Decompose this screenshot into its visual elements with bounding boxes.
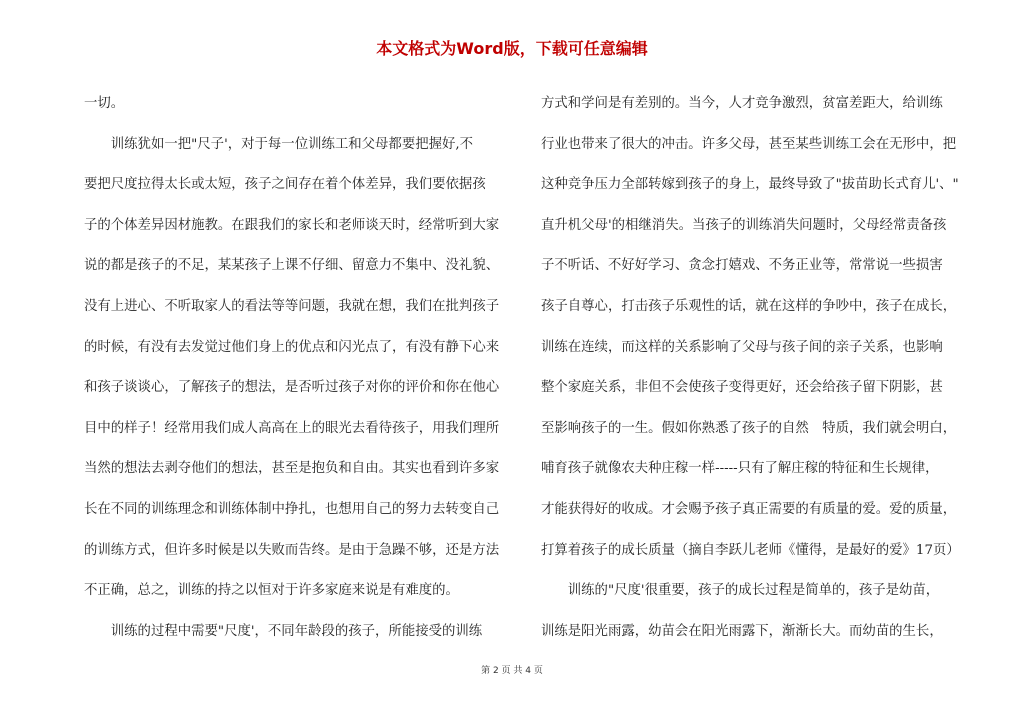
text-line: 训练在连续，而这样的关系影响了父母与孩子间的亲子关系，也影响 (541, 339, 943, 355)
text-line: 训练犹如一把"尺子'，对于每一位训练工和父母都要把握好,不 (84, 136, 474, 152)
text-line: 行业也带来了很大的冲击。许多父母，甚至某些训练工会在无形中，把 (541, 136, 957, 152)
left-text-column (84, 84, 524, 652)
text-line: 这种竞争压力全部转嫁到孩子的身上，最终导致了"拔苗助长式育儿'、" (541, 177, 959, 193)
text-line: 说的都是孩子的不足，某某孩子上课不仔细、留意力不集中、没礼貌、 (84, 258, 500, 274)
text-line: 没有上进心、不听取家人的看法等等问题，我就在想，我们在批判孩子 (84, 298, 500, 314)
page-number-footer: 第 2 页 共 4 页 (481, 666, 543, 676)
text-line: 孩子自尊心，打击孩子乐观性的话，就在这样的争吵中，孩子在成长， (541, 298, 957, 314)
text-line: 和孩子谈谈心，了解孩子的想法，是否听过孩子对你的评价和你在他心 (84, 380, 500, 396)
text-line: 子的个体差异因材施教。在跟我们的家长和老师谈天时，经常听到大家 (84, 217, 500, 233)
text-line: 子不听话、不好好学习、贪念打嬉戏、不务正业等，常常说一些损害 (541, 258, 943, 274)
text-line: 方式和学问是有差别的。当今，人才竞争激烈，贫富差距大，给训练 (541, 96, 943, 111)
text-line: 要把尺度拉得太长或太短，孩子之间存在着个体差异，我们要依据孩 (84, 177, 486, 193)
text-line: 打算着孩子的成长质量（摘自李跃儿老师《懂得，是最好的爱》17页） (541, 542, 960, 558)
text-line: 训练的"尺度'很重要，孩子的成长过程是简单的，孩子是幼苗， (541, 583, 940, 599)
text-line: 直升机父母'的相继消失。当孩子的训练消失问题时，父母经常责备孩 (541, 217, 947, 233)
text-line: 整个家庭关系，非但不会使孩子变得更好，还会给孩子留下阴影，甚 (541, 380, 943, 396)
text-line: 长在不同的训练理念和训练体制中挣扎，也想用自己的努力去转变自己 (84, 501, 500, 517)
text-line: 一切。 (84, 96, 125, 111)
text-line: 至影响孩子的一生。假如你熟悉了孩子的自然 特质，我们就会明白， (541, 420, 957, 436)
right-text-column (541, 84, 981, 652)
text-line: 的训练方式，但许多时候是以失败而告终。是由于急躁不够，还是方法 (84, 542, 500, 558)
header-banner: 本文格式为Word版，下载可任意编辑 (376, 39, 648, 58)
text-line: 训练是阳光雨露，幼苗会在阳光雨露下，渐渐长大。而幼苗的生长， (541, 623, 943, 639)
text-line: 才能获得好的收成。才会赐予孩子真正需要的有质量的爱。爱的质量， (541, 501, 957, 517)
text-line: 不正确，总之，训练的持之以恒对于许多家庭来说是有难度的。 (84, 583, 459, 599)
text-line: 目中的样子！经常用我们成人高高在上的眼光去看待孩子，用我们理所 (84, 420, 500, 436)
text-line: 训练的过程中需要"尺度'，不同年龄段的孩子，所能接受的训练 (84, 623, 483, 639)
text-line: 当然的想法去剥夺他们的想法，甚至是抱负和自由。其实也看到许多家 (84, 461, 500, 477)
text-line: 哺育孩子就像农夫种庄稼一样-----只有了解庄稼的特征和生长规律， (541, 461, 939, 477)
text-line: 的时候，有没有去发觉过他们身上的优点和闪光点了，有没有静下心来 (84, 339, 500, 355)
